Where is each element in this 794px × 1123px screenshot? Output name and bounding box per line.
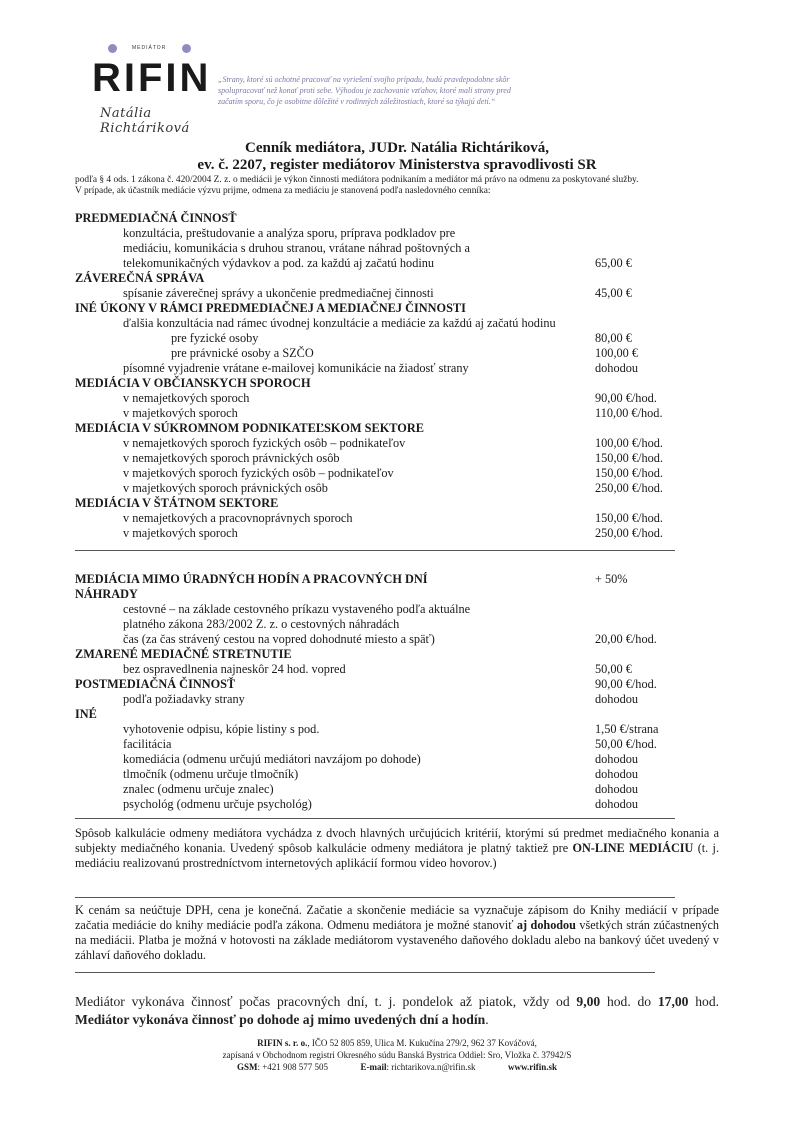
item-label: telekomunikačných výdavkov a pod. za každú aj začatú hodinu — [123, 256, 435, 270]
price-item — [0, 241, 794, 256]
item-label: POSTMEDIAČNÁ ČINNOSŤ — [75, 677, 236, 691]
price-item — [0, 526, 794, 541]
item-label: facilitácia — [123, 737, 172, 751]
price-item — [0, 602, 794, 617]
price-item — [0, 782, 794, 797]
gsm-label: GSM — [236, 1062, 258, 1072]
hours-from: 9,00 — [576, 994, 601, 1009]
price-item — [0, 767, 794, 782]
price-item — [0, 331, 794, 346]
price-item — [0, 662, 794, 677]
item-price: 250,00 €/hod. — [595, 526, 663, 540]
section-heading — [0, 496, 794, 511]
divider — [75, 550, 675, 551]
price-item — [0, 316, 794, 331]
price-item — [0, 466, 794, 481]
item-price: 90,00 €/hod. — [595, 391, 657, 405]
item-price: dohodou — [595, 797, 639, 811]
item-label: psychológ (odmenu určuje psychológ) — [123, 797, 312, 811]
item-price: 150,00 €/hod. — [595, 466, 663, 480]
page-title-line1: Cenník mediátora, JUDr. Natália Richtáriková, — [244, 140, 550, 156]
section-heading — [0, 647, 794, 662]
payment-text: K cenám sa neúčtuje DPH, cena je konečná. Začatie a skončenie mediácie sa vyznačuje zápisom do Knihy mediácií v prípade začatia mediácie do knihy mediácie podľa zákona. Odmenu mediátora je možné stanoviť — [75, 903, 719, 932]
item-label: v majetkových sporoch fyzických osôb – podnikateľov — [123, 466, 394, 480]
item-label: bez ospravedlnenia najneskôr 24 hod. vopred — [123, 662, 346, 676]
price-item — [0, 346, 794, 361]
item-price: 110,00 €/hod. — [595, 406, 663, 420]
item-label: mediáciu, komunikácia s druhou stranou, vrátane náhrad poštovných a — [123, 241, 470, 255]
hours-text: hod. do — [600, 994, 658, 1009]
item-label: INÉ — [75, 707, 97, 721]
price-item — [0, 737, 794, 752]
item-price: dohodou — [595, 767, 639, 781]
item-label: NÁHRADY — [75, 587, 138, 601]
footer-registry: zapísaná v Obchodnom registri Okresného súdu Banská Bystrica Oddiel: Sro, Vložka č. 37942/S — [222, 1050, 572, 1060]
item-label: ZÁVEREČNÁ SPRÁVA — [75, 271, 205, 285]
item-price: 80,00 € — [595, 331, 632, 345]
price-item — [0, 752, 794, 767]
company-address: , IČO 52 805 859, Ulica M. Kukučína 279/2, 962 37 Kováčová, — [307, 1038, 537, 1048]
item-label: MEDIÁCIA V ŠTÁTNOM SEKTORE — [75, 496, 279, 510]
item-label: v nemajetkových sporoch právnických osôb — [123, 451, 340, 465]
working-hours — [75, 993, 719, 1029]
price-item — [0, 286, 794, 301]
item-label: podľa požiadavky strany — [123, 692, 245, 706]
calc-text: Spôsob kalkulácie odmeny mediátora vychádza z dvoch hlavných určujúcich kritérií, ktorými sú predmet mediačného konania a subjekty mediačného konania. Uvedený spôsob kalkulácie odmeny mediátora je platný taktiež pre — [75, 826, 719, 855]
price-item — [0, 256, 794, 271]
item-label: platného zákona 283/2002 Z. z. o cestovných náhradách — [123, 617, 400, 631]
item-label: MEDIÁCIA V SÚKROMNOM PODNIKATEĽSKOM SEKTORE — [75, 421, 424, 435]
calculation-paragraph — [75, 826, 719, 871]
divider — [75, 972, 655, 973]
item-price: + 50% — [595, 572, 628, 586]
hours-text: Mediátor vykonáva činnosť počas pracovných dní, t. j. pondelok až piatok, vždy od — [75, 994, 577, 1009]
price-item — [0, 451, 794, 466]
price-item — [0, 617, 794, 632]
item-label: v nemajetkových sporoch fyzických osôb – podnikateľov — [123, 436, 406, 450]
section-heading — [0, 211, 794, 226]
price-item — [0, 481, 794, 496]
item-price: 20,00 €/hod. — [595, 632, 657, 646]
gsm-value: : +421 908 577 505 — [257, 1062, 329, 1072]
footer-company — [0, 1038, 794, 1049]
item-label: v nemajetkových sporoch — [123, 391, 250, 405]
item-label: spísanie záverečnej správy a ukončenie predmediačnej činnosti — [123, 286, 434, 300]
item-label: ďalšia konzultácia nad rámec úvodnej konzultácie a mediácie za každú aj začatú hodinu — [123, 316, 556, 330]
item-label: cestovné – na základe cestovného príkazu vystaveného podľa aktuálne — [123, 602, 471, 616]
item-label: komediácia (odmenu určujú mediátori navzájom po dohode) — [123, 752, 421, 766]
item-label: vyhotovenie odpisu, kópie listiny s pod. — [123, 722, 320, 736]
item-price: 50,00 €/hod. — [595, 737, 657, 751]
price-item — [0, 722, 794, 737]
hours-by-agreement: Mediátor vykonáva činnosť po dohode aj mimo uvedených dní a hodín — [75, 1012, 486, 1027]
intro-line1: podľa § 4 ods. 1 zákona č. 420/2004 Z. z. o mediácii je výkon činnosti mediátora podnikaním a mediátor má právo na odmenu za poskytované služby. — [75, 175, 639, 185]
email-label: E-mail — [360, 1062, 387, 1072]
price-item — [0, 391, 794, 406]
item-label: tlmočník (odmenu určuje tlmočník) — [123, 767, 299, 781]
item-label: v majetkových sporoch právnických osôb — [123, 481, 328, 495]
website-link[interactable]: www.rifin.sk — [508, 1062, 558, 1072]
divider — [75, 818, 675, 819]
price-item — [0, 361, 794, 376]
item-price: 150,00 €/hod. — [595, 511, 663, 525]
item-price: 50,00 € — [595, 662, 632, 676]
hours-to: 17,00 — [657, 994, 689, 1009]
item-price: dohodou — [595, 752, 639, 766]
price-item — [0, 632, 794, 647]
price-item — [0, 797, 794, 812]
item-price: 90,00 €/hod. — [595, 677, 657, 691]
item-label: PREDMEDIAČNÁ ČINNOSŤ — [75, 211, 237, 225]
section-heading — [0, 376, 794, 391]
rifin-logo — [92, 44, 212, 136]
item-price: 45,00 € — [595, 286, 632, 300]
item-label: čas (za čas strávený cestou na vopred dohodnuté miesto a späť) — [123, 632, 435, 646]
section-heading — [0, 677, 794, 692]
item-label: MEDIÁCIA V OBČIANSKYCH SPOROCH — [75, 376, 311, 390]
section-heading — [0, 587, 794, 602]
section-heading — [0, 421, 794, 436]
item-label: písomné vyjadrenie vrátane e-mailovej komunikácie na žiadosť strany — [123, 361, 469, 375]
section-heading — [0, 271, 794, 286]
hours-text: hod. — [688, 994, 720, 1009]
online-mediation: ON-LINE MEDIÁCIU — [572, 841, 694, 855]
price-item — [0, 511, 794, 526]
item-price: dohodou — [595, 361, 639, 375]
intro-line2: V prípade, ak účastník mediácie výzvu prijme, odmena za mediáciu je stanovená podľa nasledovného cenníka: — [75, 186, 491, 196]
header-quote: „Strany, ktoré sú ochotné pracovať na vyriešení svojho prípadu, budú pravdepodobne skôr spolupracovať než konať proti sebe. Výhodou je zachovanie vzťahov, ktoré mali strany pred začatím sporu, čo je osobitne dôležité v rodinných záležitostiach, ktoré sa týkajú detí.“ — [218, 75, 511, 106]
item-price: 100,00 € — [595, 346, 639, 360]
item-label: pre fyzické osoby — [171, 331, 259, 345]
company-name: RIFIN s. r. o. — [257, 1038, 308, 1048]
item-price: 65,00 € — [595, 256, 632, 270]
item-label: pre právnické osoby a SZČO — [171, 346, 314, 360]
hours-end: . — [485, 1012, 489, 1027]
calc-text-end: (t. j. mediáciu realizovanú prostredníctvom internetových aplikácií formou video hovorov.) — [75, 841, 719, 870]
email-value[interactable]: : richtarikova.n@rifin.sk — [386, 1062, 476, 1072]
item-price: dohodou — [595, 782, 639, 796]
payment-text-end: všetkých strán zúčastnených na mediácii. Platba je možná v hotovosti na základe mediátorom vystaveného daňového dokladu alebo na bankový účet uvedený v záhlaví daňového dokladu. — [75, 918, 719, 962]
logo-signature: Natália Richtáriková — [100, 106, 190, 136]
price-item — [0, 436, 794, 451]
section-heading — [0, 301, 794, 316]
item-label: INÉ ÚKONY V RÁMCI PREDMEDIAČNEJ A MEDIAČNEJ ČINNOSTI — [75, 301, 466, 315]
item-label: znalec (odmenu určuje znalec) — [123, 782, 274, 796]
price-item — [0, 692, 794, 707]
footer-contacts — [0, 1062, 794, 1073]
item-price: dohodou — [595, 692, 639, 706]
page-title-line2: ev. č. 2207, register mediátorov Ministerstva spravodlivosti SR — [197, 157, 597, 173]
price-item — [0, 406, 794, 421]
logo-small-label: MEDIÁTOR — [132, 45, 167, 51]
logo-brand: RIFIN — [92, 56, 212, 100]
divider — [75, 897, 675, 898]
item-label: ZMARENÉ MEDIAČNÉ STRETNUTIE — [75, 647, 292, 661]
item-price: 1,50 €/strana — [595, 722, 659, 736]
section-heading — [0, 707, 794, 722]
item-price: 100,00 €/hod. — [595, 436, 663, 450]
price-item — [0, 226, 794, 241]
item-label: konzultácia, preštudovanie a analýza sporu, príprava podkladov pre — [123, 226, 456, 240]
item-price: 150,00 €/hod. — [595, 451, 663, 465]
by-agreement: aj dohodou — [516, 918, 576, 932]
section-heading — [0, 572, 794, 587]
item-label: v nemajetkových a pracovnoprávnych sporoch — [123, 511, 353, 525]
item-price: 250,00 €/hod. — [595, 481, 663, 495]
payment-paragraph — [75, 903, 719, 963]
item-label: v majetkových sporoch — [123, 406, 238, 420]
item-label: v majetkových sporoch — [123, 526, 238, 540]
item-label: MEDIÁCIA MIMO ÚRADNÝCH HODÍN A PRACOVNÝCH DNÍ — [75, 572, 428, 586]
